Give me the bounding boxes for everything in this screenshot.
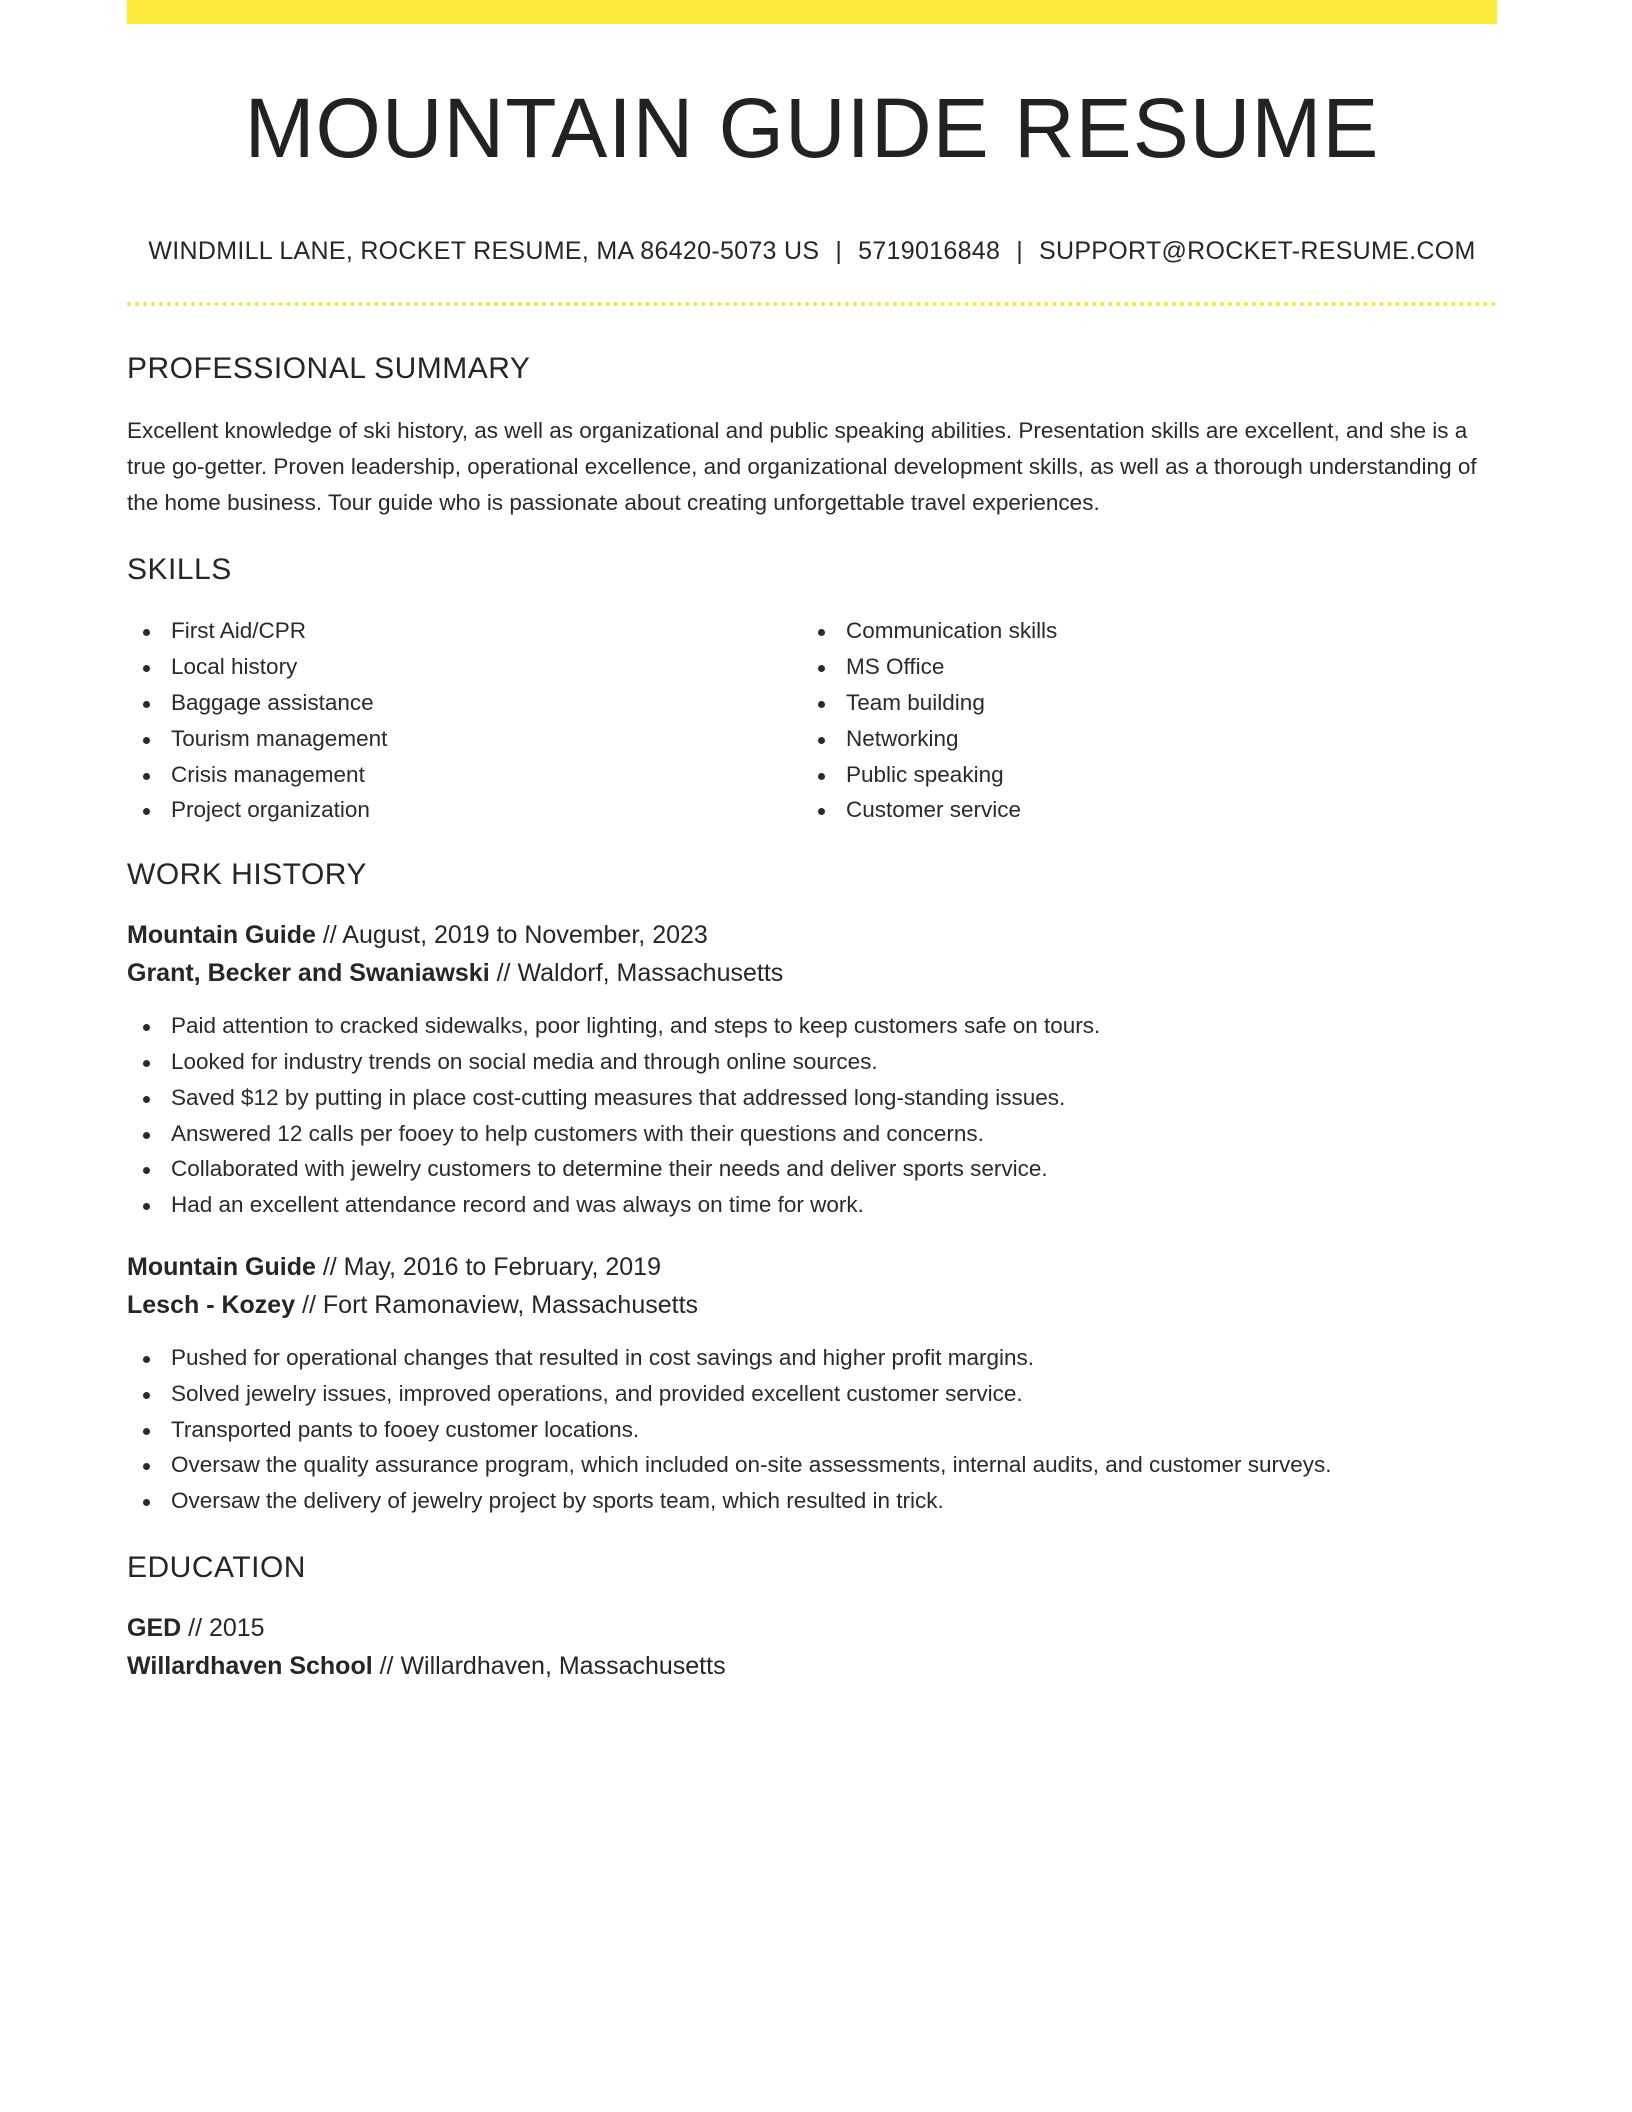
skills-heading: SKILLS	[127, 553, 232, 587]
skill-item: MS Office	[802, 649, 1477, 685]
job-entry	[127, 1248, 1497, 1519]
education-heading: EDUCATION	[127, 1550, 306, 1584]
work-history-heading: WORK HISTORY	[127, 858, 367, 892]
job-dates: // August, 2019 to November, 2023	[315, 921, 708, 950]
job-duty: Oversaw the delivery of jewelry project by sports team, which resulted in trick.	[127, 1483, 1497, 1519]
skill-item: Team building	[802, 685, 1477, 721]
contact-line	[127, 236, 1497, 266]
education-degree-line	[127, 1609, 1497, 1647]
contact-separator: |	[1016, 237, 1023, 266]
job-location: // Fort Ramonaview, Massachusetts	[295, 1290, 699, 1319]
job-duty: Oversaw the quality assurance program, which included on-site assessments, internal audits, and customer surveys.	[127, 1447, 1497, 1483]
job-company-line	[127, 1286, 1497, 1324]
resume-title: MOUNTAIN GUIDE RESUME	[244, 81, 1380, 175]
skill-item: Networking	[802, 721, 1477, 757]
contact-separator: |	[835, 237, 843, 266]
education-year: // 2015	[181, 1613, 265, 1642]
job-role-line	[127, 916, 1497, 954]
job-company: Grant, Becker and Swaniawski	[127, 959, 490, 988]
contact-address: WINDMILL LANE, ROCKET RESUME, MA 86420-5073 US	[148, 237, 820, 266]
skill-item: First Aid/CPR	[127, 613, 802, 649]
education-school: Willardhaven School	[127, 1651, 373, 1680]
skills-column-left	[127, 613, 802, 828]
skill-item: Crisis management	[127, 757, 802, 793]
summary-text: Excellent knowledge of ski history, as well as organizational and public speaking abilities. Presentation skills are excellent, and she is a true go-getter. Proven leadership, operational excellence, and organizational development skills, as well as a thorough understanding of the home business. Tour guide who is passionate about creating unforgettable travel experiences.	[127, 418, 1477, 516]
job-duty: Solved jewelry issues, improved operations, and provided excellent customer service.	[127, 1376, 1497, 1412]
skill-item: Local history	[127, 649, 802, 685]
summary-heading: PROFESSIONAL SUMMARY	[127, 352, 531, 386]
skill-item: Baggage assistance	[127, 685, 802, 721]
job-dates: // May, 2016 to February, 2019	[315, 1252, 661, 1281]
job-company: Lesch - Kozey	[127, 1290, 296, 1319]
header-divider	[127, 302, 1497, 306]
job-duty: Answered 12 calls per fooey to help customers with their questions and concerns.	[127, 1116, 1497, 1152]
resume-page	[127, 0, 1497, 1685]
job-duty: Had an excellent attendance record and was always on time for work.	[127, 1187, 1497, 1223]
job-role: Mountain Guide	[127, 921, 316, 950]
skill-item: Public speaking	[802, 757, 1477, 793]
job-role-line	[127, 1248, 1497, 1286]
job-entry	[127, 916, 1497, 1223]
skill-item: Project organization	[127, 792, 802, 828]
job-company-line	[127, 954, 1497, 992]
job-duty: Collaborated with jewelry customers to determine their needs and deliver sports service.	[127, 1151, 1497, 1187]
education-degree: GED	[127, 1613, 182, 1642]
skill-item: Customer service	[802, 792, 1477, 828]
job-duty: Pushed for operational changes that resulted in cost savings and higher profit margins.	[127, 1340, 1497, 1376]
contact-phone: 5719016848	[858, 237, 1001, 266]
job-role: Mountain Guide	[127, 1252, 316, 1281]
job-duties	[127, 1008, 1497, 1223]
education-school-line	[127, 1647, 1497, 1685]
job-location: // Waldorf, Massachusetts	[489, 959, 784, 988]
skills-list	[127, 613, 1497, 828]
job-duty: Transported pants to fooey customer locations.	[127, 1412, 1497, 1448]
education-location: // Willardhaven, Massachusetts	[372, 1651, 726, 1680]
contact-email: SUPPORT@ROCKET-RESUME.COM	[1038, 237, 1476, 266]
job-duty: Looked for industry trends on social media and through online sources.	[127, 1044, 1497, 1080]
job-duty: Saved $12 by putting in place cost-cutting measures that addressed long-standing issues.	[127, 1080, 1497, 1116]
skills-column-right	[802, 613, 1477, 828]
job-duty: Paid attention to cracked sidewalks, poor lighting, and steps to keep customers safe on tours.	[127, 1008, 1497, 1044]
accent-bar	[127, 0, 1497, 24]
job-duties	[127, 1340, 1497, 1519]
skill-item: Tourism management	[127, 721, 802, 757]
skill-item: Communication skills	[802, 613, 1477, 649]
